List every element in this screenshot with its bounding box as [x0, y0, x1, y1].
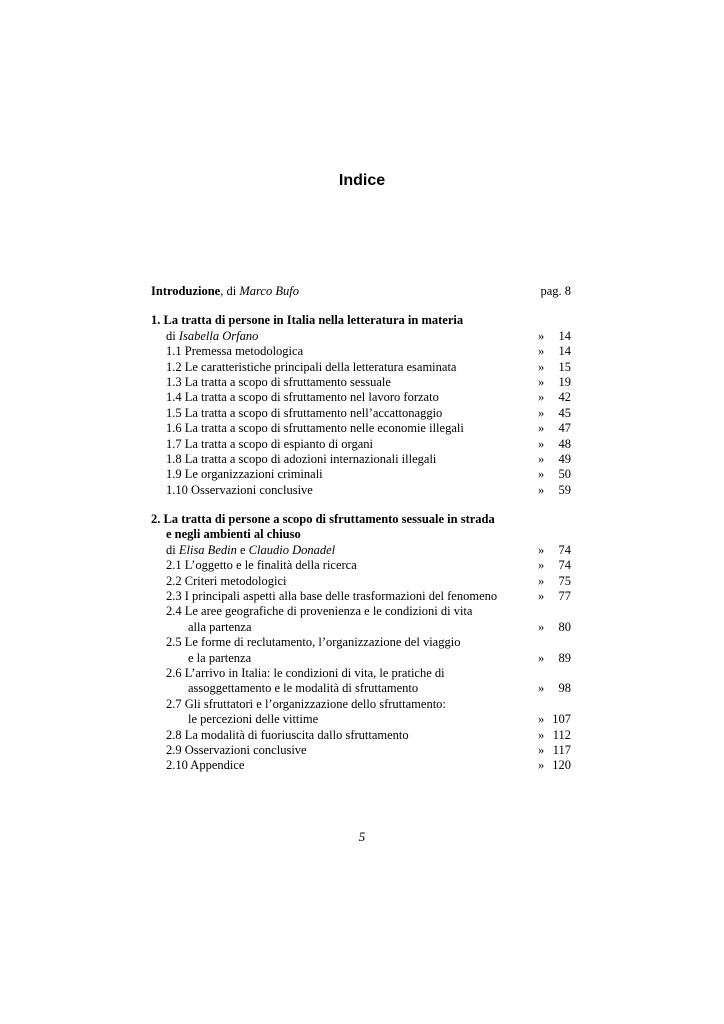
- toc-entry: [151, 452, 571, 467]
- chapter2-byline-row: [151, 543, 571, 558]
- page-marker: »: [538, 482, 545, 497]
- toc-entry: [151, 635, 571, 650]
- chapter2-author2: Claudio Donadel: [248, 542, 336, 557]
- page-marker: »: [538, 328, 545, 343]
- page-marker: »: [538, 681, 545, 696]
- toc-page-ref: [538, 589, 571, 604]
- toc-entry-text: assoggettamento e le modalità di sfruttamento: [188, 681, 419, 696]
- toc-entry-text: 2.1 L’oggetto e le finalità della ricerca: [166, 558, 357, 573]
- toc-entry: [151, 666, 571, 681]
- toc-page-ref: [538, 390, 571, 405]
- page-number-ref: 74: [558, 558, 571, 573]
- toc-entry-text: e la partenza: [188, 650, 252, 665]
- toc-page-ref: [538, 574, 571, 589]
- toc-entry-text: 1.10 Osservazioni conclusive: [166, 482, 313, 497]
- toc-page-ref: [538, 360, 571, 375]
- toc-entry-text: 1.3 La tratta a scopo di sfruttamento sessuale: [166, 374, 391, 389]
- toc-page-ref: [538, 651, 571, 666]
- toc-entry: [151, 421, 571, 436]
- chapter2-heading-line2: e negli ambienti al chiuso: [166, 527, 301, 542]
- chapter2-heading-row-1: [151, 512, 571, 527]
- intro-label: Introduzione: [151, 284, 221, 298]
- toc-entry-text: 1.1 Premessa metodologica: [166, 344, 304, 359]
- toc-entry: [151, 437, 571, 452]
- toc-entry: [151, 589, 571, 604]
- toc-page-ref: [538, 558, 571, 573]
- toc-entry-continuation: [151, 651, 571, 666]
- toc-entry-continuation: [151, 712, 571, 727]
- intro-page: pag. 8: [540, 284, 571, 298]
- toc-entry-continuation: [151, 681, 571, 696]
- toc-entry-continuation: [151, 620, 571, 635]
- page-number-ref: 42: [558, 390, 571, 405]
- page-marker: »: [538, 467, 545, 482]
- page-number: 5: [358, 829, 366, 844]
- page-marker: »: [538, 650, 545, 665]
- page-marker: »: [538, 542, 545, 557]
- page-marker: »: [538, 712, 545, 727]
- page-number-ref: 49: [558, 451, 571, 466]
- toc-entry-text: 1.9 Le organizzazioni criminali: [166, 467, 323, 482]
- page-number-ref: 80: [558, 619, 571, 634]
- toc-entry: [151, 758, 571, 773]
- page-title: Indice: [338, 172, 386, 189]
- toc-page-ref: [538, 728, 571, 743]
- toc-page-ref: [538, 406, 571, 421]
- toc-page-ref: [538, 344, 571, 359]
- toc-entry-text: alla partenza: [188, 619, 252, 634]
- toc-page-ref: [538, 620, 571, 635]
- toc-page-ref: [538, 483, 571, 498]
- chapter2-byline-prefix: di: [166, 542, 179, 557]
- toc-entry: [151, 728, 571, 743]
- page-marker: »: [538, 359, 545, 374]
- page-number-ref: 89: [558, 650, 571, 665]
- chapter2-heading-line1: 2. La tratta di persone a scopo di sfruttamento sessuale in strada: [151, 512, 495, 527]
- page-number-ref: 45: [558, 405, 571, 420]
- chapter2-byline-conj: e: [236, 542, 249, 557]
- page-number-ref: 47: [558, 421, 571, 436]
- toc-entry-text: 1.2 Le caratteristiche principali della letteratura esaminata: [166, 359, 457, 374]
- page-number-ref: 59: [558, 482, 571, 497]
- page-number-ref: 14: [558, 328, 571, 343]
- toc-entry: [151, 697, 571, 712]
- toc-entry: [151, 344, 571, 359]
- chapter2-byline: [166, 543, 335, 558]
- page-number-ref: 77: [558, 589, 571, 604]
- page-number-ref: 15: [558, 359, 571, 374]
- toc-page-ref: [538, 467, 571, 482]
- chapter2-byline-page: [538, 543, 571, 558]
- chapter1-heading: 1. La tratta di persone in Italia nella letteratura in materia: [151, 313, 464, 328]
- page-marker: »: [538, 573, 545, 588]
- toc-entry: [151, 390, 571, 405]
- page-number-ref: 14: [558, 344, 571, 359]
- chapter1-byline: [166, 329, 258, 344]
- toc-page-ref: [538, 421, 571, 436]
- chapter1-byline-prefix: di: [166, 328, 179, 343]
- toc-entry-text: 2.9 Osservazioni conclusive: [166, 742, 307, 757]
- toc-entry-text: 2.3 I principali aspetti alla base delle trasformazioni del fenomeno: [166, 589, 498, 604]
- toc-page-ref: [538, 452, 571, 467]
- page-marker: »: [538, 405, 545, 420]
- toc-entry-text: 1.5 La tratta a scopo di sfruttamento nell’accattonaggio: [166, 405, 443, 420]
- toc-entry-text: 1.7 La tratta a scopo di espianto di organi: [166, 436, 374, 451]
- toc-entry-text: 1.6 La tratta a scopo di sfruttamento nelle economie illegali: [166, 421, 464, 436]
- chapter1-author: Isabella Orfano: [178, 328, 259, 343]
- page-marker: »: [538, 344, 545, 359]
- page-marker: »: [538, 374, 545, 389]
- page-marker: »: [538, 742, 545, 757]
- page-marker: »: [538, 558, 545, 573]
- toc-entry-text: 2.8 La modalità di fuoriuscita dallo sfruttamento: [166, 727, 409, 742]
- page-number-ref: 74: [558, 542, 571, 557]
- page-marker: »: [538, 727, 545, 742]
- page-marker: »: [538, 390, 545, 405]
- page-marker: »: [538, 589, 545, 604]
- chapter1-byline-page: [538, 329, 571, 344]
- page-number-ref: 117: [552, 742, 571, 757]
- page-number-ref: 120: [552, 758, 571, 773]
- page-number-ref: 19: [558, 374, 571, 389]
- toc-entry: [151, 743, 571, 758]
- toc-page-ref: [538, 758, 571, 773]
- toc-entry-text: 2.5 Le forme di reclutamento, l’organizzazione del viaggio: [166, 635, 461, 650]
- toc-page-ref: [538, 681, 571, 696]
- toc-entry: [151, 483, 571, 498]
- toc-page-ref: [538, 712, 571, 727]
- toc-entry-text: 2.7 Gli sfruttatori e l’organizzazione dello sfruttamento:: [166, 696, 446, 711]
- intro-sep: , di: [220, 284, 240, 298]
- toc-entry: [151, 604, 571, 619]
- page-number-ref: 112: [552, 727, 571, 742]
- toc-intro-row: [151, 284, 571, 299]
- toc-page-ref: [538, 375, 571, 390]
- chapter2-author1: Elisa Bedin: [178, 542, 237, 557]
- page-marker: »: [538, 451, 545, 466]
- page-marker: »: [538, 758, 545, 773]
- page-number-ref: 107: [552, 712, 571, 727]
- toc-entry: [151, 558, 571, 573]
- toc-entry-text: 1.4 La tratta a scopo di sfruttamento nel lavoro forzato: [166, 390, 439, 405]
- chapter1-byline-row: [151, 329, 571, 344]
- toc-entry: [151, 406, 571, 421]
- page-number-ref: 75: [558, 573, 571, 588]
- intro-author: Marco Bufo: [239, 284, 299, 298]
- toc-entry-text: 2.10 Appendice: [166, 758, 245, 773]
- toc-entry-text: 2.4 Le aree geografiche di provenienza e le condizioni di vita: [166, 604, 473, 619]
- toc-intro-text: [151, 284, 299, 299]
- page-marker: »: [538, 436, 545, 451]
- page-number-ref: 48: [558, 436, 571, 451]
- page-marker: »: [538, 619, 545, 634]
- toc-entry: [151, 467, 571, 482]
- page-number-ref: 98: [558, 681, 571, 696]
- page-number-ref: 50: [558, 467, 571, 482]
- toc-page-ref: [538, 437, 571, 452]
- toc-entry: [151, 574, 571, 589]
- toc-entry: [151, 360, 571, 375]
- toc-entry-text: 2.2 Criteri metodologici: [166, 573, 287, 588]
- toc-entry-text: 1.8 La tratta a scopo di adozioni internazionali illegali: [166, 451, 437, 466]
- chapter2-heading-row-2: [151, 527, 571, 542]
- toc-entry-text: 2.6 L’arrivo in Italia: le condizioni di vita, le pratiche di: [166, 665, 445, 680]
- chapter1-heading-row: [151, 313, 571, 328]
- page-marker: »: [538, 421, 545, 436]
- toc-page-ref: [538, 743, 571, 758]
- table-of-contents: [151, 284, 571, 774]
- toc-entry: [151, 375, 571, 390]
- toc-entry-text: le percezioni delle vittime: [188, 712, 319, 727]
